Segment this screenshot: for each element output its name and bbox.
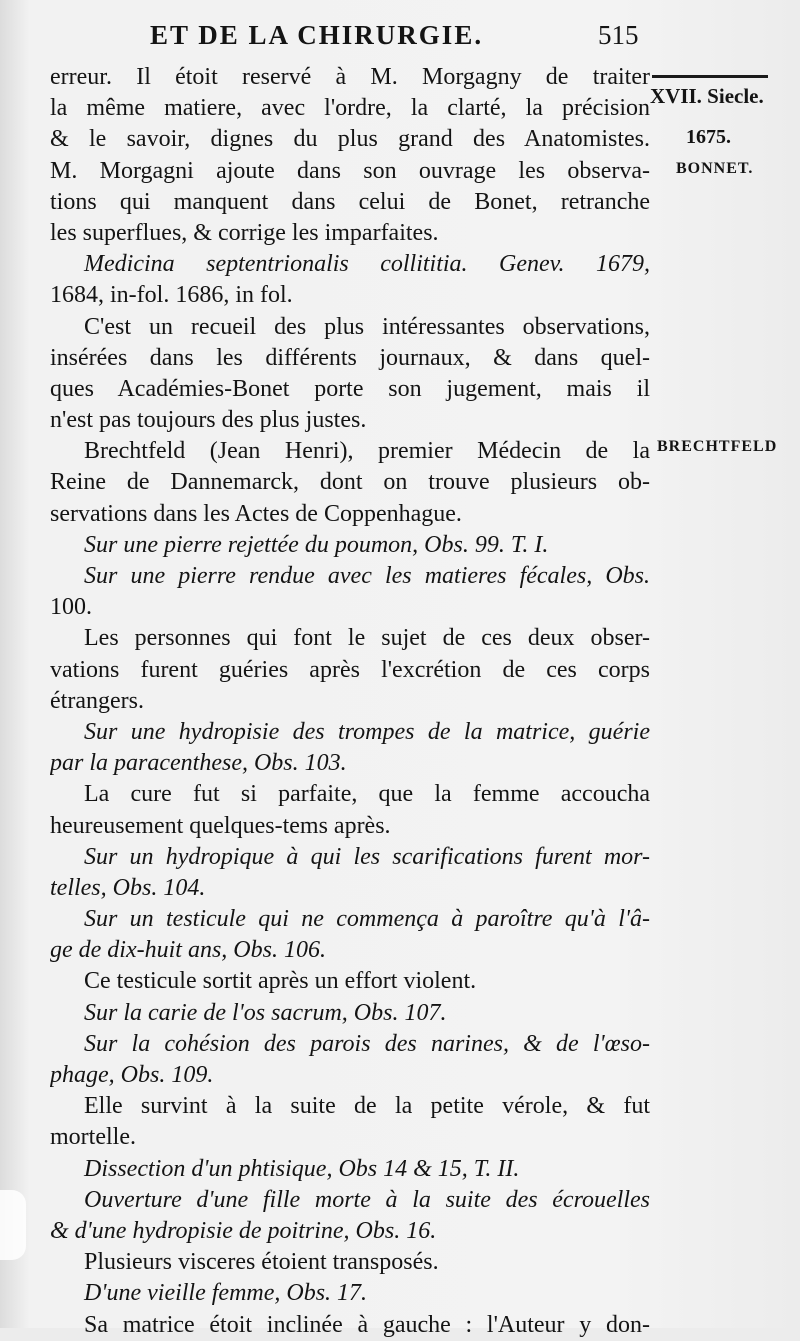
text-line: par la paracenthese, Obs. 103. (50, 750, 347, 777)
margin-note-bonnet: BONNET. (676, 160, 754, 177)
text-line: Ce testicule sortit après un effort violent. (84, 968, 477, 995)
text-line: Plusieurs visceres étoient transposés. (84, 1249, 439, 1276)
text-line: servations dans les Actes de Coppenhague. (50, 500, 462, 527)
running-head: ET DE LA CHIRURGIE. (150, 20, 484, 50)
text-line: Sur une hydropisie des trompes de la matrice, guérie (84, 718, 650, 745)
text-line: telles, Obs. 104. (50, 874, 206, 901)
text-line: Sur la cohésion des parois des narines, & de l'œso- (84, 1030, 650, 1057)
margin-note-century: XVII. Siecle. (650, 84, 764, 108)
margin-note-year: 1675. (686, 126, 731, 148)
page-number: 515 (598, 20, 639, 50)
text-line: Reine de Dannemarck, dont on trouve plusieurs ob- (50, 469, 650, 496)
text-line: Dissection d'un phtisique, Obs 14 & 15, T. II. (84, 1155, 520, 1182)
text-line: ques Académies-Bonet porte son jugement, mais il (50, 375, 650, 402)
text-line: Ouverture d'une fille morte à la suite des écrouelles (84, 1186, 650, 1213)
text-line: 1684, in-fol. 1686, in fol. (50, 282, 293, 309)
text-line: Sur un testicule qui ne commença à paroître qu'à l'â- (84, 906, 650, 933)
text-line: Sur un hydropique à qui les scarifications furent mor- (84, 843, 650, 870)
text-line: La cure fut si parfaite, que la femme accoucha (84, 781, 650, 808)
text-line: heureusement quelques-tems après. (50, 812, 391, 839)
margin-note-brechtfeld: BRECHTFELD (657, 438, 778, 455)
text-line: n'est pas toujours des plus justes. (50, 407, 367, 434)
text-line: erreur. Il étoit reservé à M. Morgagny de traiter (50, 64, 650, 90)
text-line: la même matiere, avec l'ordre, la clarté, la précision (50, 95, 650, 122)
text-line: Sur une pierre rejettée du poumon, Obs. 99. T. I. (84, 531, 549, 558)
text-line: & d'une hydropisie de poitrine, Obs. 16. (50, 1217, 437, 1244)
text-line: D'une vieille femme, Obs. 17. (84, 1280, 368, 1307)
text-line: phage, Obs. 109. (50, 1062, 214, 1088)
text-line: 100. (50, 594, 92, 621)
text-line: ge de dix-huit ans, Obs. 106. (50, 937, 326, 964)
text-line: mortelle. (50, 1124, 136, 1151)
text-line: & le savoir, dignes du plus grand des Anatomistes. (50, 126, 650, 153)
text-line: Medicina septentrionalis collititia. Genev. 1679, (84, 251, 650, 278)
margin-rule (652, 75, 768, 78)
text-line: Sa matrice étoit inclinée à gauche : l'Auteur y don- (84, 1311, 650, 1338)
text-line: M. Morgagni ajoute dans son ouvrage les observa- (50, 157, 650, 184)
text-line: Brechtfeld (Jean Henri), premier Médecin de la (84, 438, 650, 465)
text-line: vations furent guéries après l'excrétion de ces corps (50, 656, 650, 683)
text-line: Les personnes qui font le sujet de ces deux obser- (84, 625, 650, 652)
text-line: Sur la carie de l'os sacrum, Obs. 107. (84, 999, 447, 1026)
text-line: les superflues, & corrige les imparfaites. (50, 219, 439, 246)
text-line: Sur une pierre rendue avec les matieres fécales, Obs. (84, 563, 650, 589)
text-line: étrangers. (50, 687, 144, 714)
text-line: Elle survint à la suite de la petite vérole, & fut (84, 1093, 650, 1120)
text-line: C'est un recueil des plus intéressantes observations, (84, 313, 650, 340)
body-text (50, 62, 650, 1341)
text-line: insérées dans les différents journaux, & dans quel- (50, 344, 650, 371)
text-line: tions qui manquent dans celui de Bonet, retranche (50, 188, 650, 215)
paper-stain (0, 1190, 26, 1260)
